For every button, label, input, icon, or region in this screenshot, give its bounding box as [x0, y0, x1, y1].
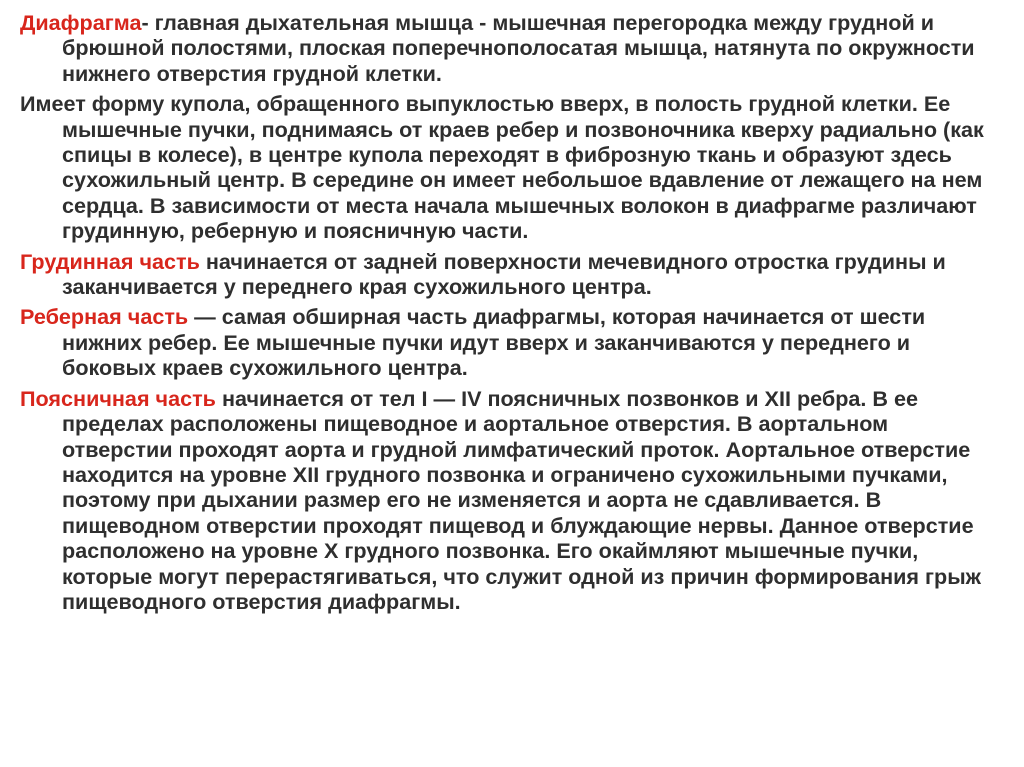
term-sternal-part: Грудинная часть [20, 248, 200, 274]
paragraph-sternal-part [20, 249, 995, 300]
term-costal-part: Реберная часть [20, 304, 189, 330]
term-lumbar-part: Поясничная часть [20, 385, 216, 411]
paragraph-text: начинается от задней поверхности мечевидного отростка грудины и заканчивается у переднего края сухожильного центра. [62, 248, 946, 300]
paragraph-text: Имеет форму купола, обращенного выпуклостью вверх, в полость грудной клетки. Ее мышечные пучки, поднимаясь от краев ребер и позвоночника кверху радиально (как спицы в колесе), в центре купола переходят в фиброзную ткань и образуют здесь сухожильный центр. В середине он имеет небольшое вдавление от лежащего на нем сердца. В зависимости от места начала мышечных волокон в диафрагме различают грудинную, реберную и поясничную части. [20, 91, 984, 244]
paragraph-lumbar-part [20, 386, 995, 615]
paragraph-costal-part [20, 304, 995, 380]
slide-body [20, 10, 995, 619]
paragraph-diaphragm-shape [20, 91, 995, 243]
paragraph-diaphragm-definition [20, 10, 995, 86]
paragraph-text: — самая обширная часть диафрагмы, которая начинается от шести нижних ребер. Ее мышечные пучки идут вверх и заканчиваются у переднего и боковых краев сухожильного центра. [62, 304, 926, 381]
term-diaphragm: Диафрагма [20, 10, 142, 35]
paragraph-text: - главная дыхательная мышца - мышечная перегородка между грудной и брюшной полостями, плоская поперечнополосатая мышца, натянута по окружности нижнего отверстия грудной клетки. [62, 10, 975, 86]
paragraph-text: начинается от тел I — IV поясничных позвонков и XII ребра. В ее пределах расположены пищеводное и аортальное отверстия. В аортальном отверстии проходят аорта и грудной лимфатический проток. Аортальное отверстие находится на уровне XII грудного позвонка и ограничено сухожильными пучками, поэтому при дыхании размер его не изменяется и аорта не сдавливается. В пищеводном отверстии проходят пищевод и блуждающие нервы. Данное отверстие расположено на уровне X грудного позвонка. Его окаймляют мышечные пучки, которые могут перерастягиваться, что служит одной из причин формирования грыж пищеводного отверстия диафрагмы. [62, 385, 981, 614]
